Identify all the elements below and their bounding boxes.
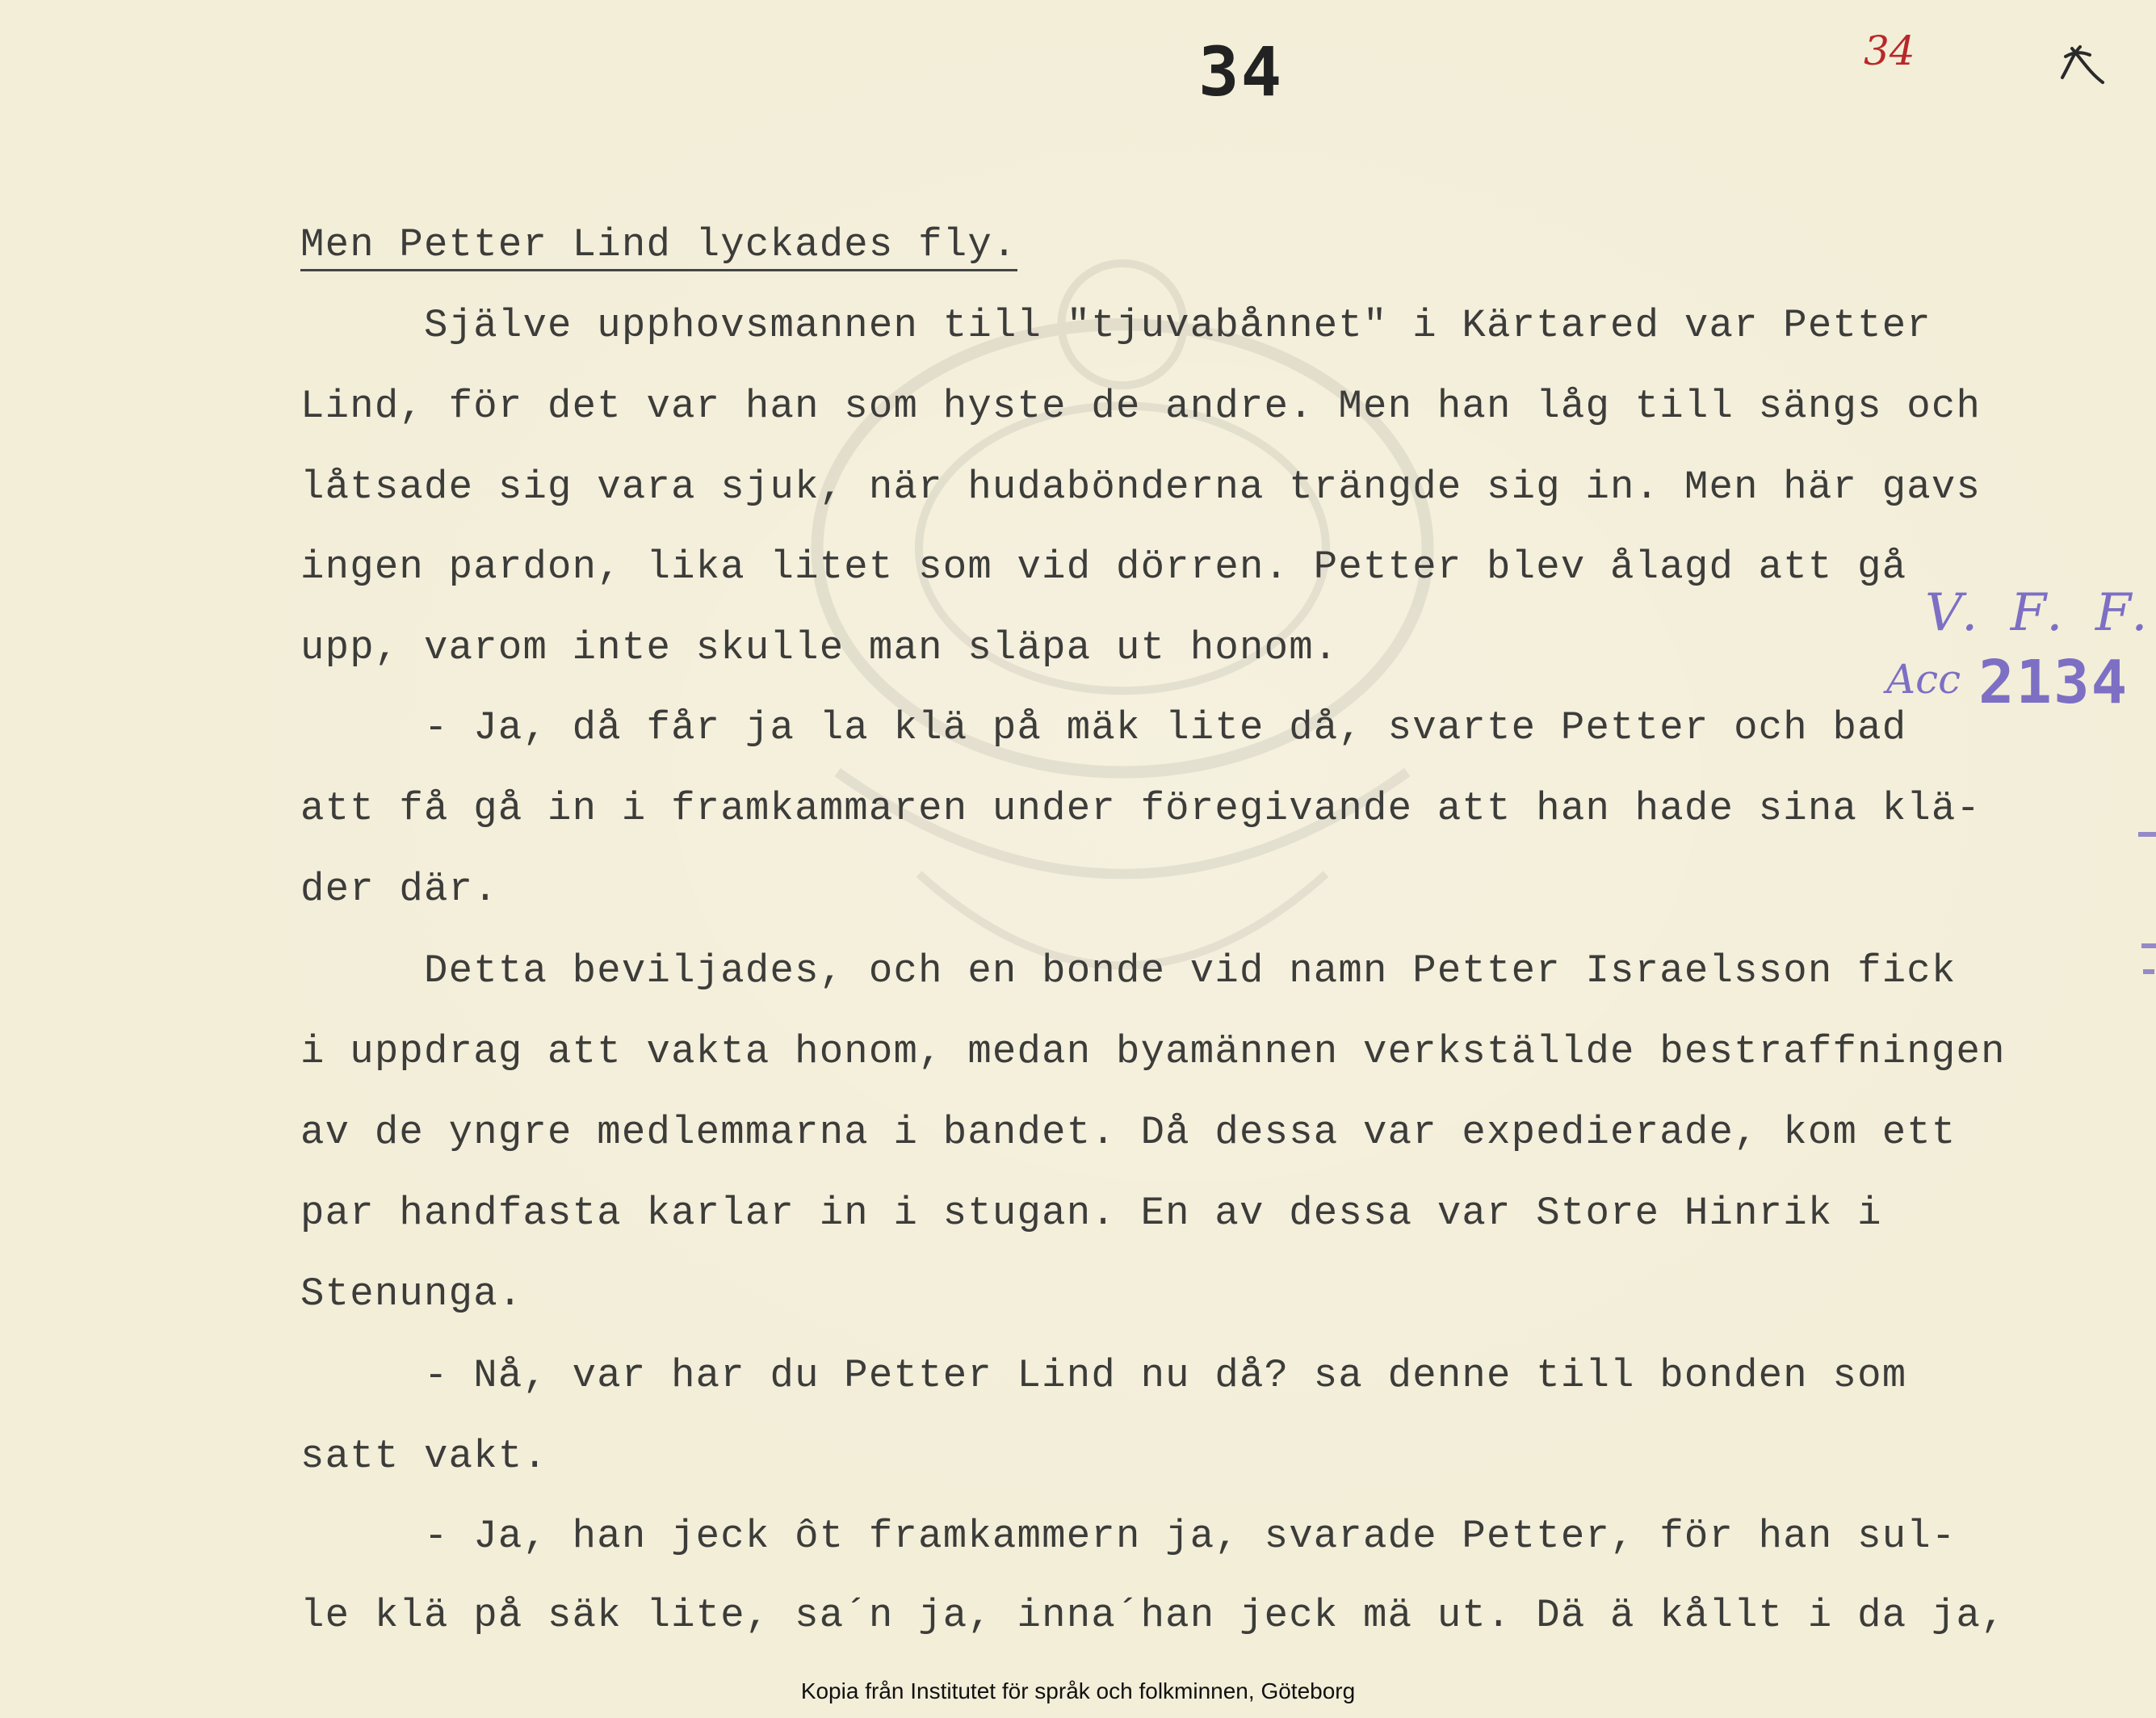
archive-stamp-vff: V. F. F. [1925, 583, 2156, 643]
archive-stamp-acc: Acc [1886, 656, 1961, 703]
text-line: - Ja, han jeck ôt framkammern ja, svarade Petter, för han sul- [300, 1514, 1957, 1559]
text-line: av de yngre medlemmarna i bandet. Då dessa var expedierade, kom ett [300, 1110, 1957, 1155]
corner-x-mark [2057, 42, 2108, 87]
section-heading: Men Petter Lind lyckades fly. [300, 222, 1017, 271]
text-line: låtsade sig vara sjuk, när hudabönderna trängde sig in. Men här gavs [300, 464, 1982, 510]
text-line: upp, varom inte skulle man släpa ut honom. [300, 625, 1339, 670]
margin-tick-mark [2143, 969, 2154, 974]
text-line: Stenunga. [300, 1271, 523, 1317]
margin-tick-mark [2141, 943, 2156, 948]
handwritten-page-number: 34 [1864, 27, 1915, 74]
text-line: Själve upphovsmannen till "tjuvabånnet" i Kärtared var Petter [300, 303, 1932, 348]
page-number: 34 [1198, 32, 1284, 111]
text-line: satt vakt. [300, 1434, 548, 1479]
text-line: - Ja, då får ja la klä på mäk lite då, svarte Petter och bad [300, 705, 1907, 750]
text-line: par handfasta karlar in i stugan. En av dessa var Store Hinrik i [300, 1191, 1882, 1236]
text-line: Lind, för det var han som hyste de andre. Men han låg till sängs och [300, 384, 1982, 429]
text-line: der där. [300, 867, 498, 912]
text-line: att få gå in i framkammaren under föregivande att han hade sina klä- [300, 786, 1982, 831]
margin-tick-mark [2138, 832, 2156, 837]
copy-footer: Kopia från Institutet för språk och folkminnen, Göteborg [800, 1678, 1356, 1703]
text-line: i uppdrag att vakta honom, medan byamännen verkställde bestraffningen [300, 1029, 2006, 1074]
archive-stamp-number: 2134 [1978, 648, 2129, 717]
text-line: ingen pardon, lika litet som vid dörren. Petter blev ålagd att gå [300, 544, 1907, 590]
text-line: Detta beviljades, och en bonde vid namn Petter Israelsson fick [300, 948, 1957, 993]
text-line: le klä på säk lite, sa´n ja, inna´han jeck mä ut. Dä ä kållt i da ja, [300, 1593, 2006, 1638]
text-line: - Nå, var har du Petter Lind nu då? sa denne till bonden som [300, 1353, 1907, 1398]
